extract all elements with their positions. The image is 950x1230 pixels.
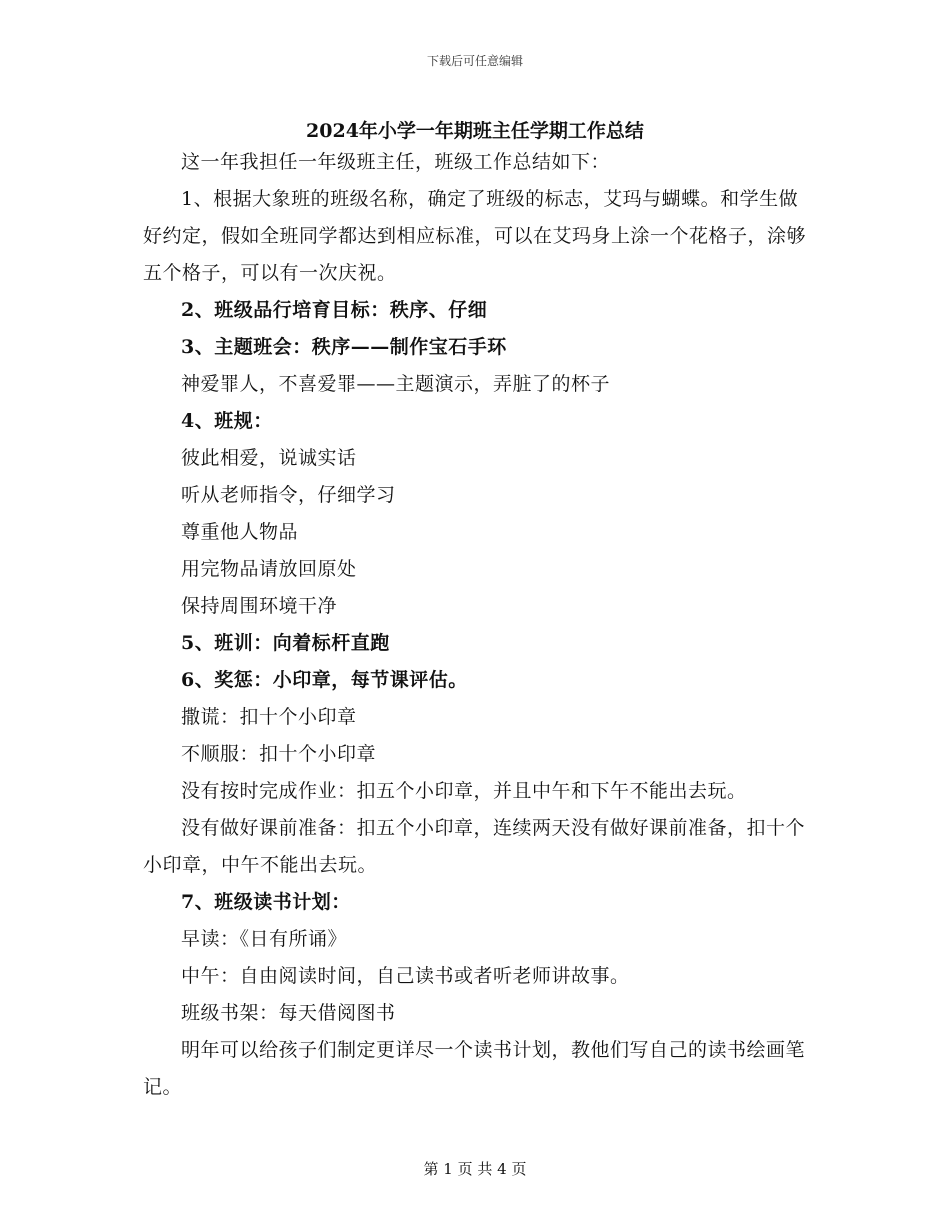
header-note: 下载后可任意编辑: [426, 54, 523, 68]
list-item: 保持周围环境干净: [181, 595, 338, 617]
section-heading: 4、班规：: [181, 410, 273, 432]
section-heading: 2、班级品行培育目标：秩序、仔细: [181, 299, 488, 321]
list-item: 用完物品请放回原处: [181, 558, 357, 580]
paragraph: 神爱罪人，不喜爱罪——主题演示，弄脏了的杯子: [181, 373, 611, 395]
list-item: 中午：自由阅读时间，自己读书或者听老师讲故事。: [181, 965, 630, 987]
list-item: 撒谎：扣十个小印章: [181, 706, 357, 728]
list-item: 彼此相爱，说诚实话: [181, 447, 357, 469]
page-footer: 第 1 页 共 4 页: [423, 1160, 527, 1178]
paragraph: 1、根据大象班的班级名称，确定了班级的标志，艾玛与蝴蝶。和学生做好约定，假如全班同学都达到相应标准，可以在艾玛身上涂一个花格子，涂够五个格子，可以有一次庆祝。: [143, 188, 807, 284]
list-item: 听从老师指令，仔细学习: [181, 484, 396, 506]
list-item: 不顺服：扣十个小印章: [181, 743, 377, 765]
section-heading: 3、主题班会：秩序——制作宝石手环: [181, 336, 507, 358]
list-item: 没有按时完成作业：扣五个小印章，并且中午和下午不能出去玩。: [181, 780, 747, 802]
list-item: 早读：《日有所诵》: [181, 928, 348, 950]
section-heading: 7、班级读书计划：: [181, 891, 351, 913]
section-heading: 5、班训：向着标杆直跑: [181, 632, 390, 654]
paragraph: 这一年我担任一年级班主任，班级工作总结如下：: [181, 151, 611, 173]
section-heading: 6、奖惩：小印章，每节课评估。: [181, 669, 468, 691]
document-title: 2024年小学一年期班主任学期工作总结: [306, 120, 644, 142]
list-item: 尊重他人物品: [181, 521, 299, 543]
paragraph: 明年可以给孩子们制定更详尽一个读书计划，教他们写自己的读书绘画笔记。: [143, 1039, 806, 1098]
list-item: 没有做好课前准备：扣五个小印章，连续两天没有做好课前准备，扣十个小印章，中午不能出去玩。: [143, 817, 806, 876]
list-item: 班级书架：每天借阅图书: [181, 1002, 396, 1024]
document-body: [143, 144, 807, 1106]
